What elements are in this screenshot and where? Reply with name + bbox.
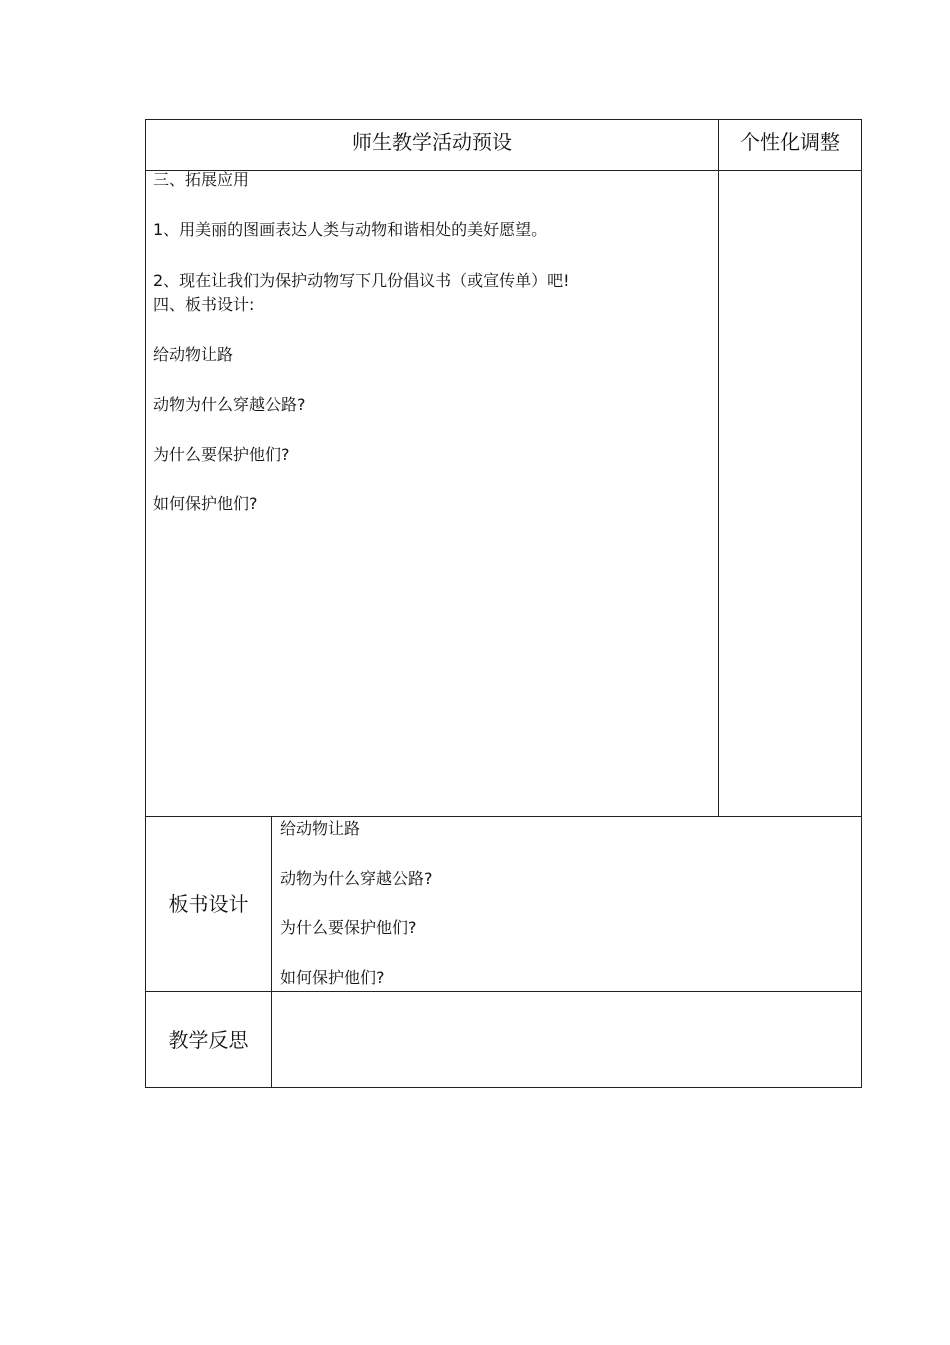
reflection-content[interactable]: [280, 1000, 850, 1080]
table-border-right: [861, 119, 862, 1088]
board-question: 如何保护他们?: [280, 968, 385, 987]
board-title: 给动物让路: [153, 345, 234, 364]
section-heading: 四、板书设计:: [153, 295, 255, 314]
board-question: 为什么要保护他们?: [153, 445, 290, 464]
column-divider-label: [271, 816, 272, 1088]
row-divider-board: [145, 816, 862, 817]
row-divider-reflection: [145, 991, 862, 992]
table-border-top: [145, 119, 862, 120]
board-question: 动物为什么穿越公路?: [153, 395, 306, 414]
board-question: 动物为什么穿越公路?: [280, 869, 433, 888]
reflection-label: 教学反思: [168, 1028, 249, 1052]
section-heading: 三、拓展应用: [153, 170, 250, 189]
board-question: 如何保护他们?: [153, 494, 258, 513]
header-divider: [145, 170, 862, 171]
activity-item: 2、现在让我们为保护动物写下几份倡议书（或宣传单）吧!: [153, 271, 570, 290]
board-question: 为什么要保护他们?: [280, 918, 417, 937]
table-border-left: [145, 119, 146, 1088]
column-divider-adjustment: [718, 119, 719, 817]
header-adjustment: 个性化调整: [740, 130, 840, 154]
header-activities: 师生教学活动预设: [352, 130, 512, 154]
table-border-bottom: [145, 1087, 862, 1088]
board-design-label: 板书设计: [168, 892, 249, 916]
activity-item: 1、用美丽的图画表达人类与动物和谐相处的美好愿望。: [153, 220, 548, 239]
board-title: 给动物让路: [280, 819, 361, 838]
